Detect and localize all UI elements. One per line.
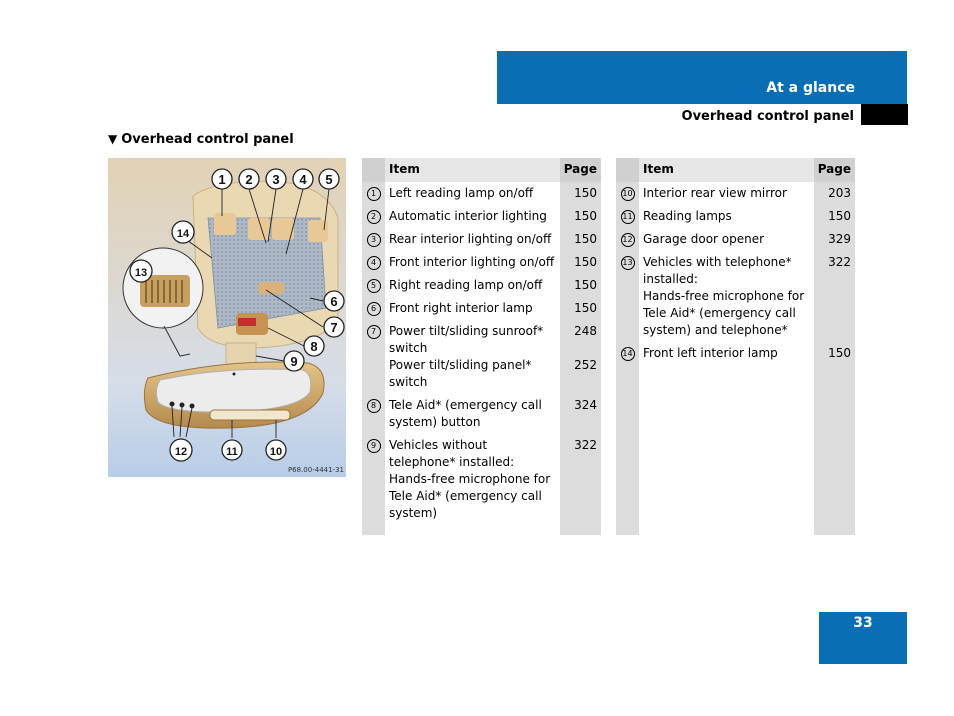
item-column-header: Item (639, 158, 814, 182)
chapter-title: At a glance (766, 80, 855, 96)
item-description: Front interior lighting on/off (385, 251, 560, 274)
item-page: 322 (814, 251, 855, 342)
item-description: Tele Aid* (emergency call system) button (385, 394, 560, 434)
table-filler-row (616, 365, 855, 535)
section-title-text: Overhead control panel (121, 132, 294, 147)
item-description: Power tilt/sliding sunroof* switch Power tilt/sliding panel* switch (385, 320, 560, 394)
table-row (362, 251, 601, 274)
table-row (362, 205, 601, 228)
subtitle-tab-marker (861, 104, 908, 125)
illustration-svg (108, 158, 346, 477)
item-description: Rear interior lighting on/off (385, 228, 560, 251)
table-row (362, 320, 601, 394)
callout-14: 14 (176, 228, 190, 240)
callout-5: 5 (325, 172, 333, 187)
overhead-panel-illustration (108, 158, 346, 477)
item-column-header: Item (385, 158, 560, 182)
item-description: Front right interior lamp (385, 297, 560, 320)
callout-8: 8 (310, 339, 318, 354)
table-header-row (362, 158, 601, 182)
page-column-header: Page (560, 158, 601, 182)
item-page: 322 (560, 434, 601, 525)
item-description: Vehicles with telephone* installed: Hands-free microphone for Tele Aid* (emergency call system) and telephone* (639, 251, 814, 342)
figure-code: P68.00-4441-31 (287, 466, 344, 474)
item-description: Garage door opener (639, 228, 814, 251)
callout-10: 10 (269, 446, 283, 458)
callout-1: 1 (218, 172, 226, 187)
item-number: 5 (367, 279, 381, 293)
item-description: Right reading lamp on/off (385, 274, 560, 297)
table-filler-row (362, 525, 601, 535)
table-row (362, 228, 601, 251)
section-title (108, 132, 294, 147)
table-row (362, 434, 601, 525)
item-page: 150 (560, 205, 601, 228)
item-number: 7 (367, 325, 381, 339)
item-page: 248 252 (560, 320, 601, 394)
item-number: 14 (621, 347, 635, 361)
table-row (616, 205, 855, 228)
header-bar (497, 51, 907, 104)
item-number: 6 (367, 302, 381, 316)
item-page: 203 (814, 182, 855, 205)
item-page: 150 (560, 182, 601, 205)
callout-7: 7 (330, 320, 338, 335)
table-row (616, 182, 855, 205)
table-row (362, 394, 601, 434)
item-description: Automatic interior lighting (385, 205, 560, 228)
callout-13: 13 (134, 267, 148, 279)
item-number: 2 (367, 210, 381, 224)
left-items-table (362, 158, 601, 535)
item-page: 150 (560, 251, 601, 274)
item-number: 11 (621, 210, 635, 224)
item-number: 10 (621, 187, 635, 201)
item-page: 150 (560, 297, 601, 320)
item-page: 150 (560, 228, 601, 251)
callout-11: 11 (226, 446, 238, 458)
item-number: 13 (621, 256, 635, 270)
item-description: Reading lamps (639, 205, 814, 228)
callout-3: 3 (272, 172, 280, 187)
table-row (362, 297, 601, 320)
item-page: 329 (814, 228, 855, 251)
item-number: 12 (621, 233, 635, 247)
callout-9: 9 (290, 354, 298, 369)
page-column-header: Page (814, 158, 855, 182)
item-number: 4 (367, 256, 381, 270)
item-page: 324 (560, 394, 601, 434)
item-page: 150 (560, 274, 601, 297)
table-row (616, 228, 855, 251)
item-number: 3 (367, 233, 381, 247)
page-subtitle: Overhead control panel (681, 109, 854, 124)
item-description: Vehicles without telephone* installed: Hands-free microphone for Tele Aid* (emergency call system) (385, 434, 560, 525)
page-number: 33 (853, 615, 873, 631)
page-number-box (819, 612, 907, 664)
item-description: Interior rear view mirror (639, 182, 814, 205)
right-items-table (616, 158, 855, 535)
table-row (362, 182, 601, 205)
item-description: Front left interior lamp (639, 342, 814, 365)
callout-2: 2 (245, 172, 253, 187)
item-page: 150 (814, 342, 855, 365)
callout-6: 6 (330, 294, 338, 309)
table-row (616, 342, 855, 365)
item-page: 150 (814, 205, 855, 228)
item-number: 8 (367, 399, 381, 413)
item-number: 9 (367, 439, 381, 453)
callout-4: 4 (299, 172, 307, 187)
table-row (616, 251, 855, 342)
callout-12: 12 (174, 446, 188, 458)
triangle-bullet-icon: ▼ (108, 132, 118, 146)
item-number: 1 (367, 187, 381, 201)
table-header-row (616, 158, 855, 182)
item-description: Left reading lamp on/off (385, 182, 560, 205)
table-row (362, 274, 601, 297)
